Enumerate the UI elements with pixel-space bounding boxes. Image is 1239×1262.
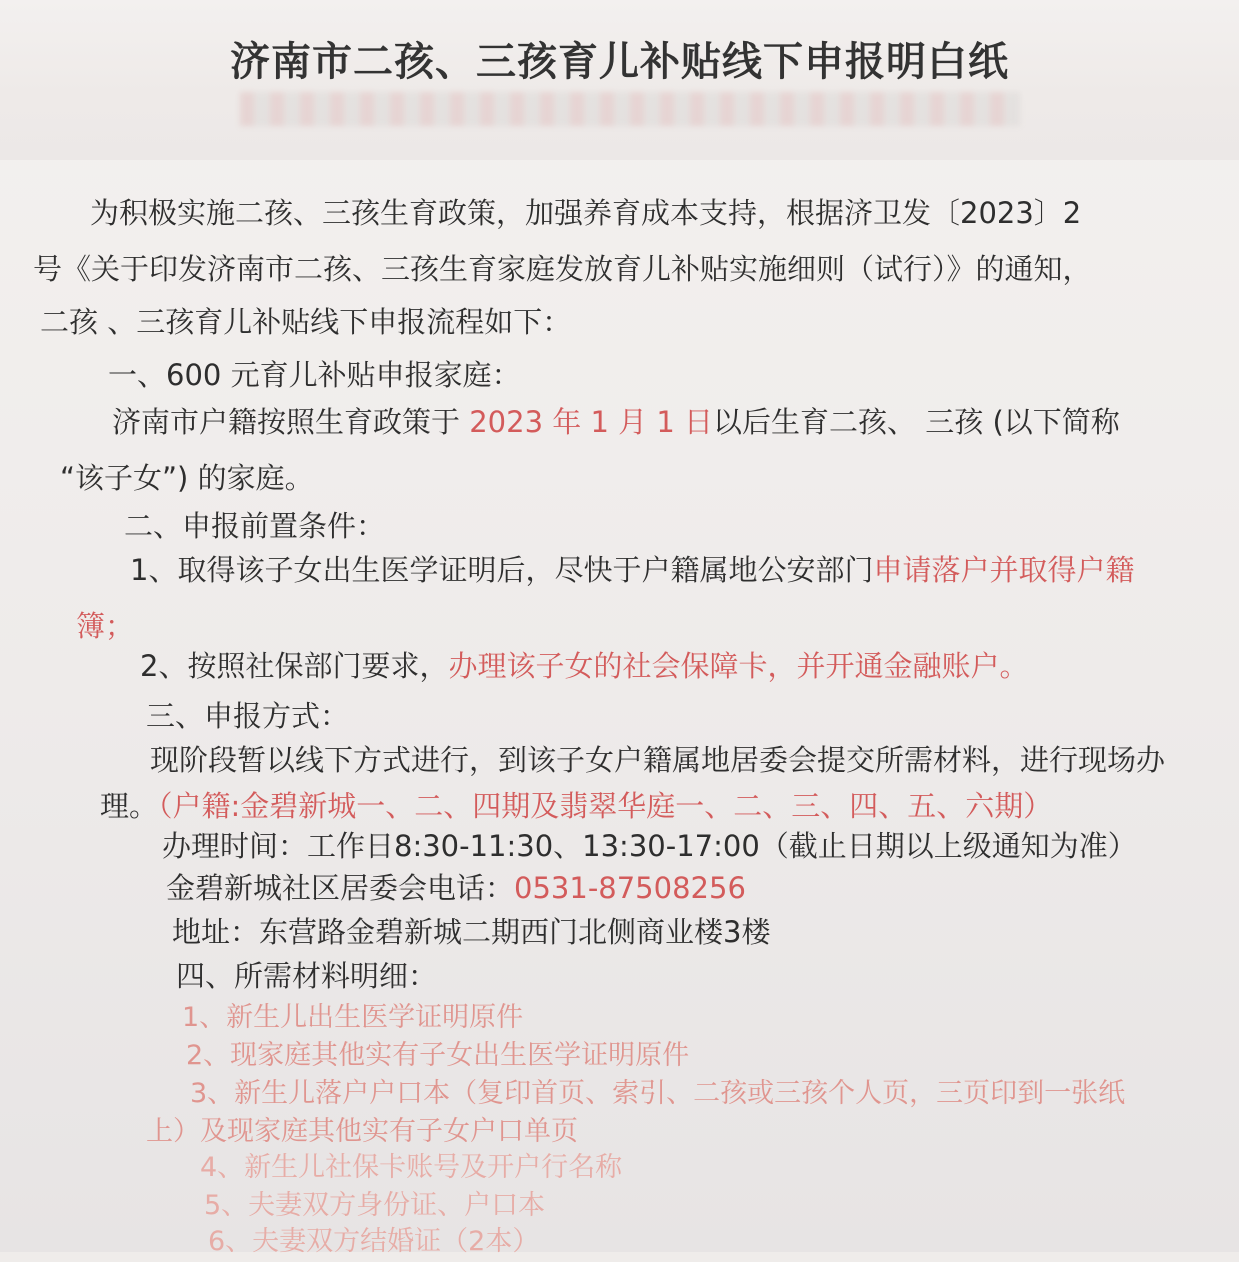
section1-text-c: “该子女”) 的家庭。 [60, 461, 314, 495]
material-item: 3、新生儿落户户口本（复印首页、索引、二孩或三孩个人页，三页印到一张纸 [190, 1078, 1126, 1109]
section2-item1-continuation: 簿； [76, 609, 135, 643]
phone-number: 0531-87508256 [514, 871, 746, 905]
intro-line-3: 二孩 、三孩育儿补贴线下申报流程如下： [40, 305, 572, 339]
section1-text [112, 402, 1120, 442]
blurred-text-strip [240, 92, 1020, 126]
section2-heading: 二、申报前置条件： [124, 509, 386, 543]
section1-text-a: 济南市户籍按照生育政策于 [112, 405, 470, 439]
material-item: 2、现家庭其他实有子女出生医学证明原件 [186, 1040, 690, 1071]
section3-text2-a: 理。 [100, 789, 159, 823]
section1-heading: 一、600 元育儿补贴申报家庭： [108, 358, 521, 392]
section2-item1-highlight: 申请落户并取得户籍 [873, 553, 1135, 587]
section2-item1-text: 1、取得该子女出生医学证明后，尽快于户籍属地公安部门 [130, 553, 874, 587]
address-line: 地址：东营路金碧新城二期西门北侧商业楼3楼 [172, 915, 771, 949]
document-title: 济南市二孩、三孩育儿补贴线下申报明白纸 [230, 39, 1009, 85]
section1-date: 2023 年 1 月 1 日 [469, 405, 714, 439]
section2-item2-text: 2、按照社保部门要求， [140, 649, 449, 683]
section4-heading: 四、所需材料明细： [176, 959, 438, 993]
material-item: 6、夫妻双方结婚证（2本） [208, 1226, 540, 1257]
section3-text1: 现阶段暂以线下方式进行，到该子女户籍属地居委会提交所需材料，进行现场办 [150, 743, 1166, 777]
material-item: 上）及现家庭其他实有子女户口单页 [146, 1116, 578, 1147]
section3-text2 [100, 786, 1052, 826]
phone-label: 金碧新城社区居委会电话： [166, 871, 515, 905]
material-item: 1、新生儿出生医学证明原件 [182, 1002, 524, 1033]
material-item: 5、夫妻双方身份证、户口本 [204, 1190, 546, 1221]
office-hours: 办理时间：工作日8:30-11:30、13:30-17:00（截止日期以上级通知为准） [162, 829, 1137, 863]
section3-household-scope: （户籍:金碧新城一、二、四期及翡翠华庭一、二、三、四、五、六期） [158, 789, 1053, 823]
phone-line [166, 868, 746, 908]
material-item: 4、新生儿社保卡账号及开户行名称 [200, 1152, 623, 1183]
intro-line-2: 号《关于印发济南市二孩、三孩生育家庭发放育儿补贴实施细则（试行）》的通知， [33, 252, 1092, 286]
section2-item2 [140, 646, 1028, 686]
section3-heading: 三、申报方式： [146, 699, 350, 733]
section1-text-b: 以后生育二孩、 三孩 (以下简称 [713, 405, 1120, 439]
section2-item1 [130, 550, 1134, 590]
section2-item2-highlight: 办理该子女的社会保障卡，并开通金融账户。 [448, 649, 1029, 683]
intro-line-1: 为积极实施二孩、三孩生育政策，加强养育成本支持，根据济卫发〔2023〕2 [90, 196, 1082, 230]
